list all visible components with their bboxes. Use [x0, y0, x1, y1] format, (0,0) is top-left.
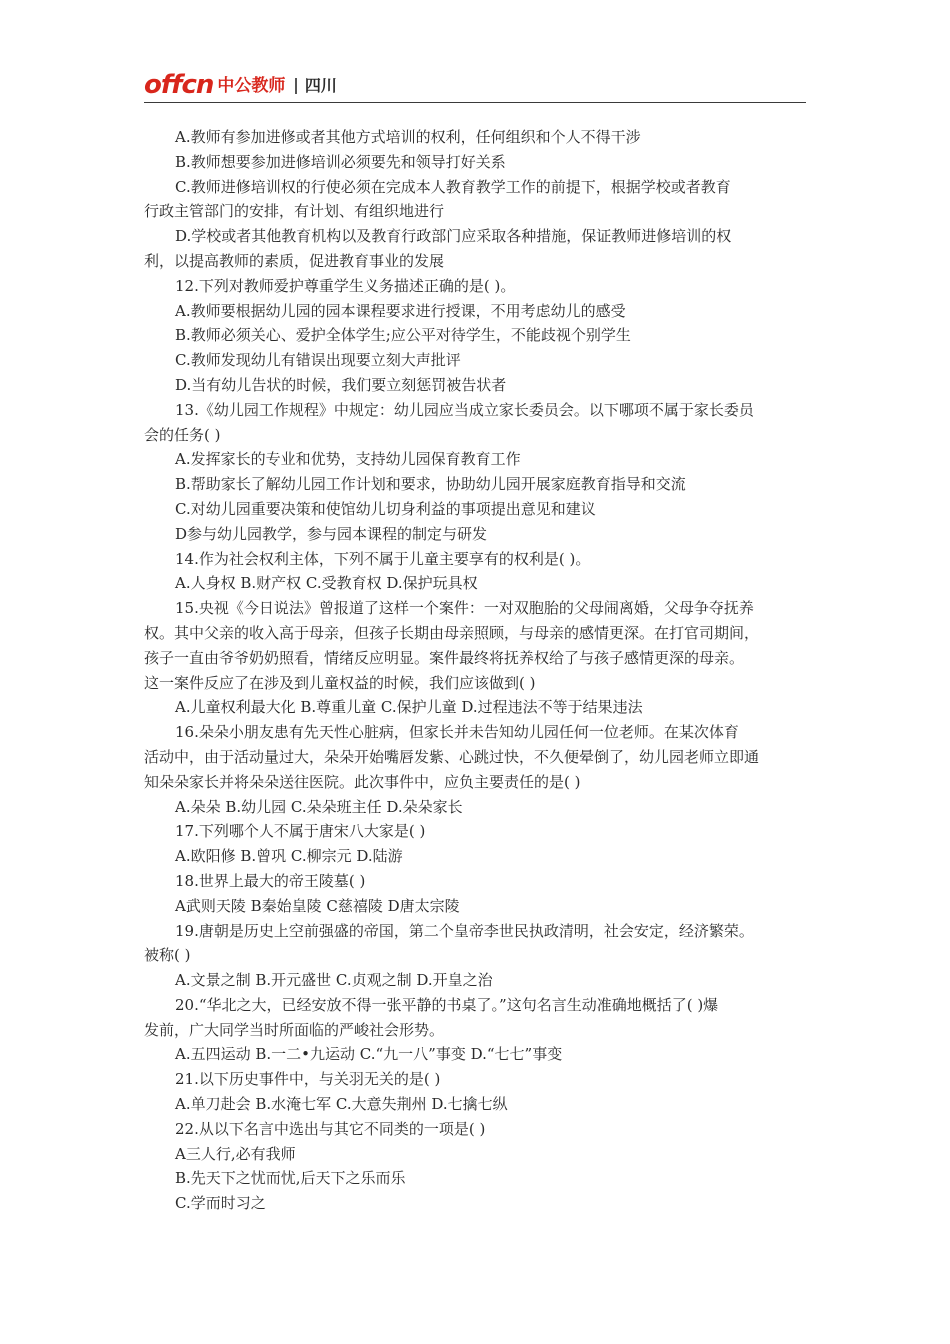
text-line: B.帮助家长了解幼儿园工作计划和要求，协助幼儿园开展家庭教育指导和交流: [175, 475, 686, 494]
text-line: A.朵朵 B.幼儿园 C.朵朵班主任 D.朵朵家长: [175, 797, 463, 816]
text-line: A.教师要根据幼儿园的园本课程要求进行授课，不用考虑幼儿的感受: [175, 301, 626, 320]
text-line: A.五四运动 B.一二•九运动 C.“九一八”事变 D.“七七”事变: [175, 1045, 563, 1064]
text-line: A武则天陵 B秦始皇陵 C慈禧陵 D唐太宗陵: [175, 896, 460, 915]
text-line: 利，以提高教师的素质，促进教育事业的发展: [144, 251, 445, 270]
text-line: A.文景之制 B.开元盛世 C.贞观之制 D.开皇之治: [175, 971, 493, 990]
text-line: B.教师必须关心、爱护全体学生;应公平对待学生，不能歧视个别学生: [175, 326, 631, 345]
logo-wordmark: offcn: [144, 70, 214, 100]
text-line: D.学校或者其他教育机构以及教育行政部门应采取各种措施，保证教师进修培训的权: [175, 227, 732, 246]
text-line: D.当有幼儿告状的时候，我们要立刻惩罚被告状者: [175, 375, 507, 394]
text-line: 行政主管部门的安排，有计划、有组织地进行: [144, 202, 445, 221]
text-line: 21.以下历史事件中，与关羽无关的是( ): [175, 1070, 441, 1089]
text-line: A.单刀赴会 B.水淹七军 C.大意失荆州 D.七擒七纵: [175, 1095, 508, 1114]
text-line: 发前，广大同学当时所面临的严峻社会形势。: [144, 1020, 445, 1039]
text-line: 会的任务( ): [144, 425, 221, 444]
text-line: A.教师有参加进修或者其他方式培训的权利，任何组织和个人不得干涉: [175, 128, 641, 146]
text-line: A.儿童权利最大化 B.尊重儿童 C.保护儿童 D.过程违法不等于结果违法: [175, 698, 643, 717]
document-body: [144, 125, 809, 1216]
text-line: 22.从以下名言中选出与其它不同类的一项是( ): [175, 1119, 486, 1138]
text-line: 16.朵朵小朋友患有先天性心脏病，但家长并未告知幼儿园任何一位老师。在某次体育: [175, 723, 739, 742]
offcn-logo: [144, 72, 337, 98]
text-line: B.教师想要参加进修培训必须要先和领导打好关系: [175, 152, 506, 171]
text-line: 20.“华北之大，已经安放不得一张平静的书桌了。”这句名言生动准确地概括了( )爆: [175, 995, 719, 1014]
text-line: A三人行,必有我师: [175, 1144, 296, 1163]
page-header: [144, 68, 806, 103]
text-line: D参与幼儿园教学，参与园本课程的制定与研发: [175, 524, 488, 543]
text-line: 权。其中父亲的收入高于母亲，但孩子长期由母亲照顾，与母亲的感情更深。在打官司期间，: [144, 623, 760, 642]
logo-brand-name: 中公教师: [217, 76, 286, 96]
text-line: C.对幼儿园重要决策和使馆幼儿切身利益的事项提出意见和建议: [175, 499, 596, 518]
text-line: 知朵朵家长并将朵朵送往医院。此次事件中，应负主要责任的是( ): [144, 772, 581, 791]
text-line: 孩子一直由爷爷奶奶照看，情绪反应明显。案件最终将抚养权给了与孩子感情更深的母亲。: [144, 648, 745, 667]
text-line: 18.世界上最大的帝王陵墓( ): [175, 871, 366, 890]
text-line: 17.下列哪个人不属于唐宋八大家是( ): [175, 822, 426, 841]
text-line: 这一案件反应了在涉及到儿童权益的时候，我们应该做到( ): [144, 673, 536, 692]
text-line: 13.《幼儿园工作规程》中规定：幼儿园应当成立家长委员会。以下哪项不属于家长委员: [175, 400, 754, 419]
text-line: A.发挥家长的专业和优势，支持幼儿园保育教育工作: [175, 450, 521, 469]
text-line: 活动中，由于活动量过大，朵朵开始嘴唇发紫、心跳过快，不久便晕倒了，幼儿园老师立即通: [144, 747, 760, 766]
text-line: C.学而时习之: [175, 1194, 266, 1213]
text-line: B.先天下之忧而忧,后天下之乐而乐: [175, 1169, 406, 1188]
logo-region: 四川: [304, 76, 337, 95]
text-line: 12.下列对教师爱护尊重学生义务描述正确的是( )。: [175, 276, 516, 295]
text-line: 19.唐朝是历史上空前强盛的帝国，第二个皇帝李世民执政清明，社会安定，经济繁荣。: [175, 921, 754, 940]
text-line: 14.作为社会权利主体，下列不属于儿童主要享有的权利是( )。: [175, 549, 591, 568]
text-line: A.人身权 B.财产权 C.受教育权 D.保护玩具权: [175, 574, 478, 593]
logo-divider: [295, 78, 297, 94]
text-line: 被称( ): [144, 946, 191, 965]
text-line: C.教师进修培训权的行使必须在完成本人教育教学工作的前提下，根据学校或者教育: [175, 177, 731, 196]
text-line: A.欧阳修 B.曾巩 C.柳宗元 D.陆游: [175, 847, 403, 866]
text-line: C.教师发现幼儿有错误出现要立刻大声批评: [175, 351, 461, 370]
text-line: 15.央视《今日说法》曾报道了这样一个案件：一对双胞胎的父母闹离婚，父母争夺抚养: [175, 599, 754, 618]
